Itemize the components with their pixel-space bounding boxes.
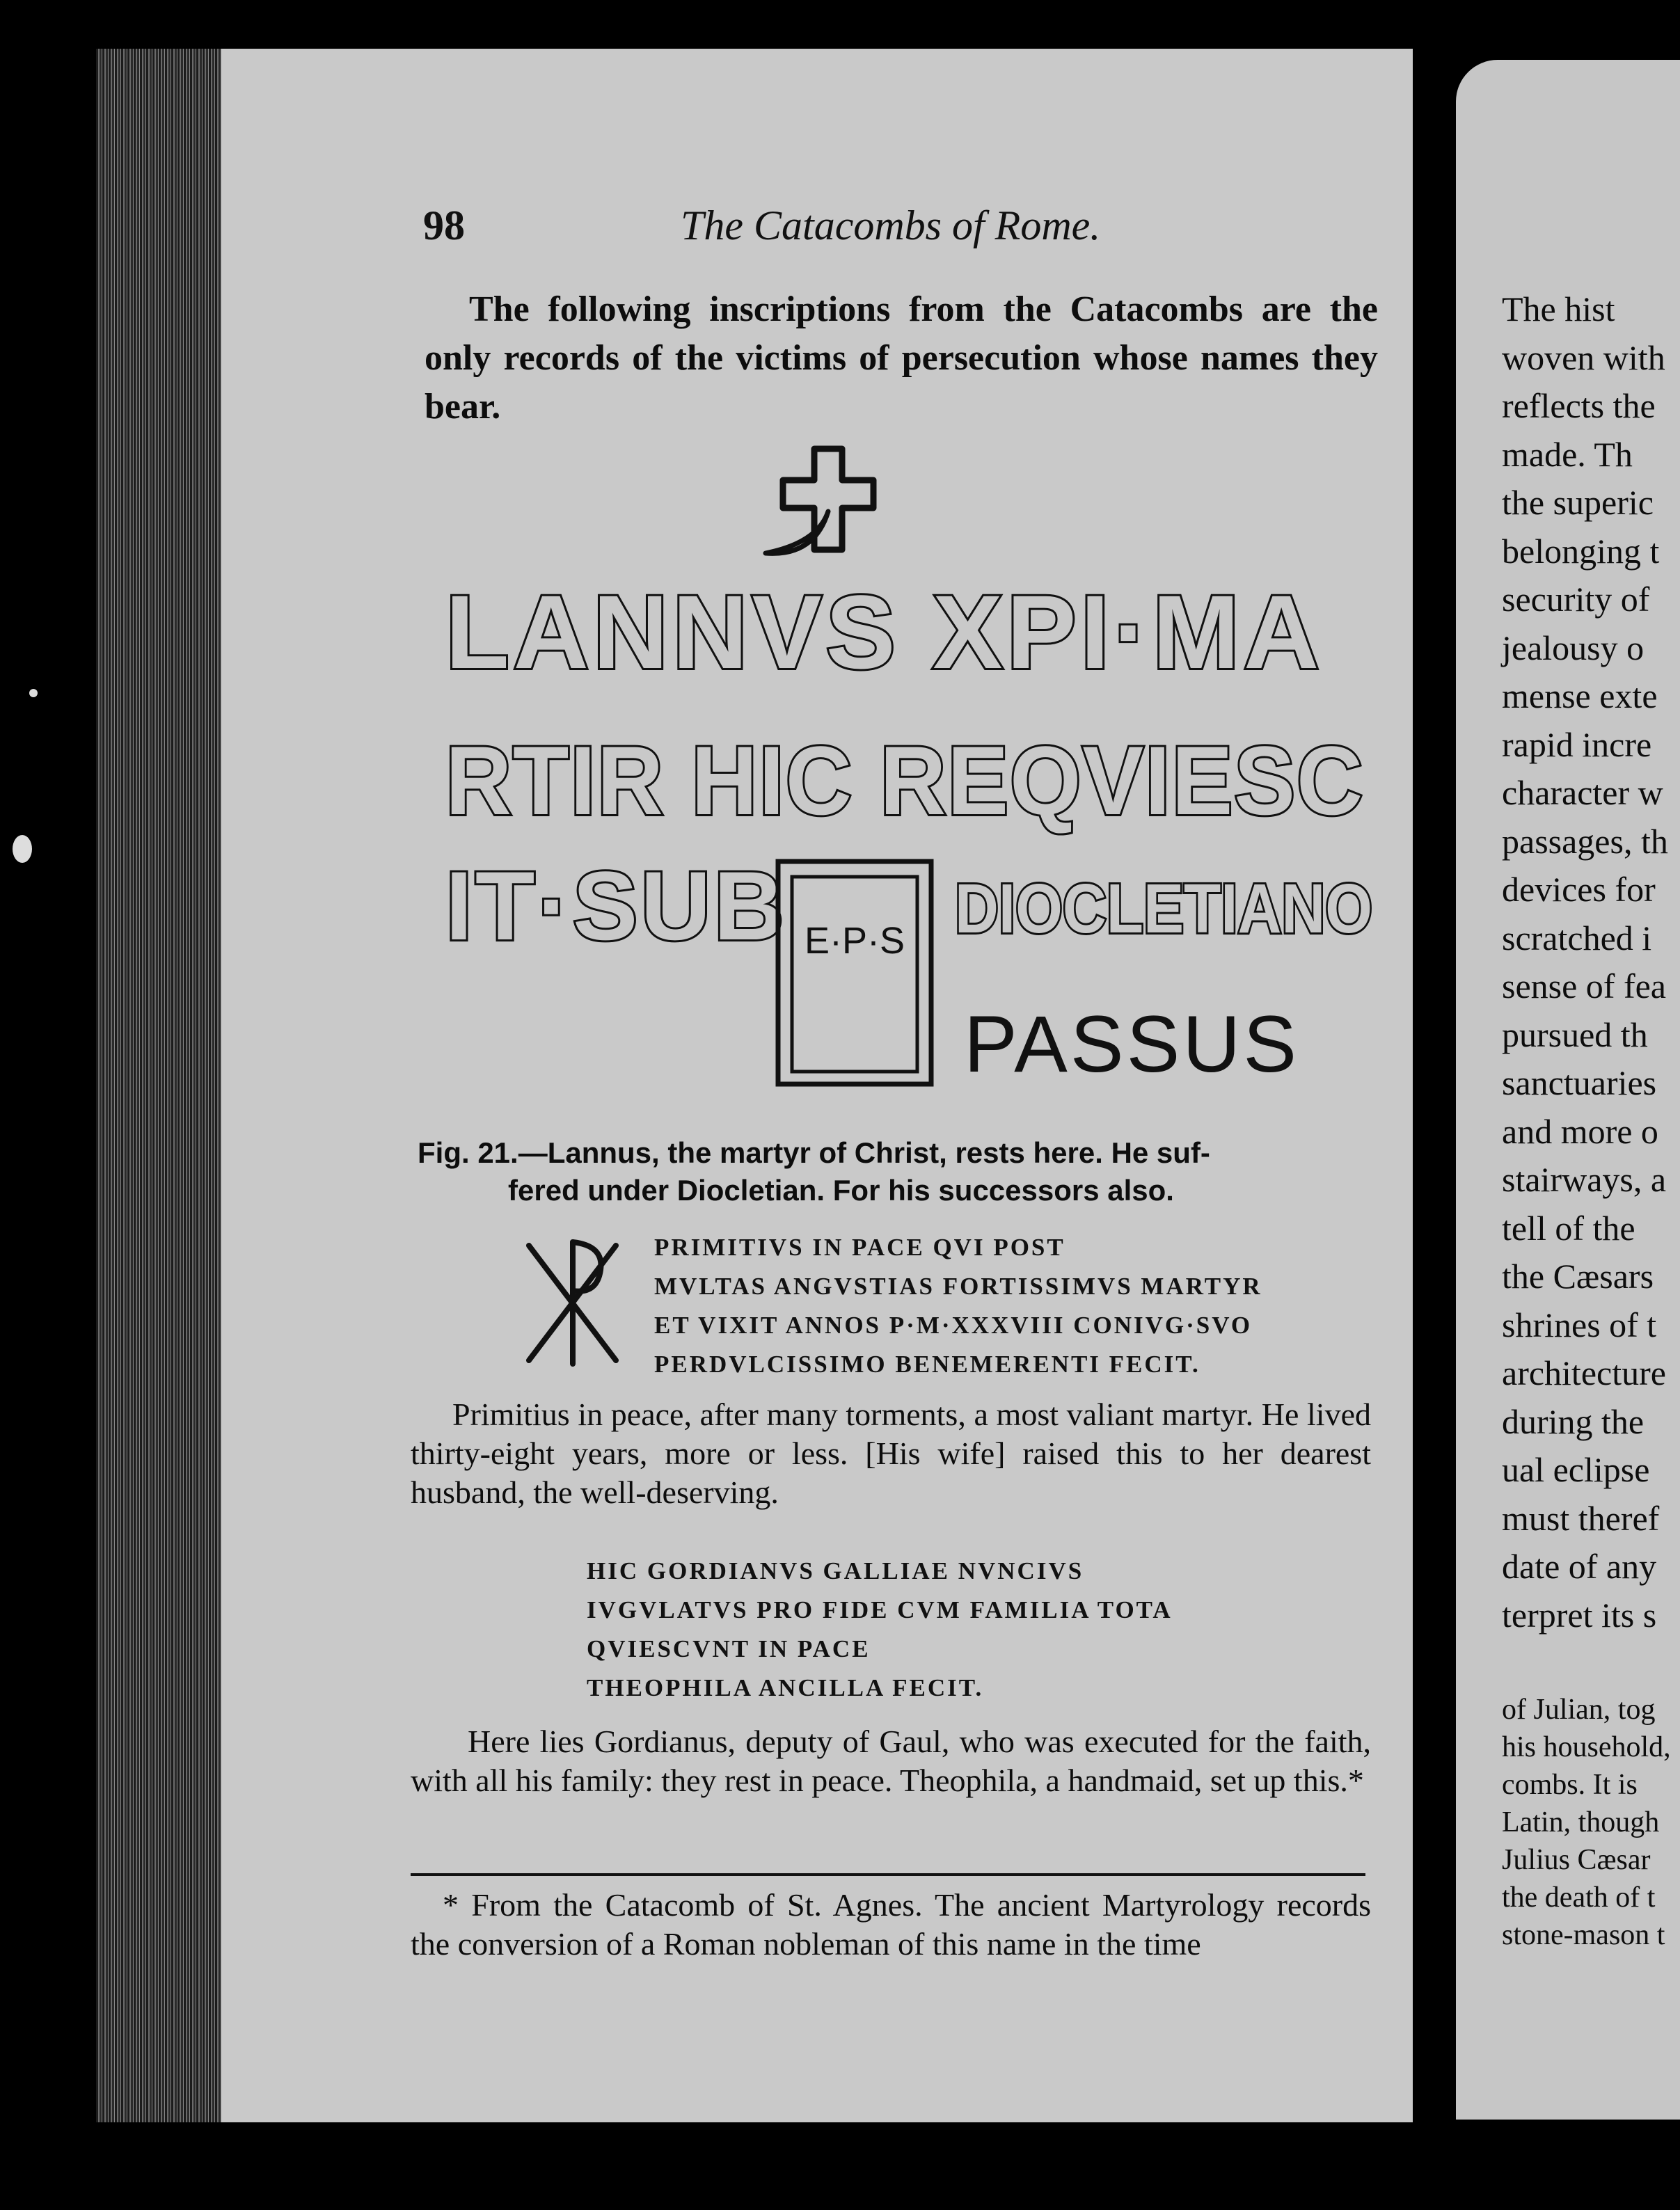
right-page-line: stairways, a <box>1502 1160 1667 1199</box>
right-page-line: and more o <box>1502 1111 1658 1151</box>
lannus-inscription-figure <box>425 431 1378 1099</box>
gordianus-translation: Here lies Gordianus, deputy of Gaul, who was executed for the faith, with all his family: they rest in peace. Theophila, a handmaid, set up this.* <box>411 1724 1371 1798</box>
inscription-text-line: HIC GORDIANVS GALLIAE NVNCIVS <box>587 1557 1084 1584</box>
right-page-line: devices for <box>1502 870 1656 909</box>
right-page-line: stone-mason t <box>1502 1919 1665 1951</box>
right-page-line: character w <box>1502 773 1663 812</box>
inscription-line: PASSUS <box>964 1000 1300 1089</box>
dust-speck <box>29 689 38 697</box>
running-title: The Catacombs of Rome. <box>681 202 1101 248</box>
right-page-line: his household, <box>1502 1731 1671 1763</box>
right-page-line: scratched i <box>1502 918 1652 957</box>
primitius-translation: Primitius in peace, after many torments, a most valiant martyr. He lived thirty-eight years, more or less. [His wife] raised this to her dearest husband, the well-deserving. <box>411 1397 1371 1510</box>
inscription-text-line: PERDVLCISSIMO BENEMERENTI FECIT. <box>654 1351 1200 1378</box>
running-head <box>423 202 1377 257</box>
right-page-line: tell of the <box>1502 1208 1635 1248</box>
right-page-line: sense of fea <box>1502 967 1666 1005</box>
right-page-line: reflects the <box>1502 386 1656 425</box>
footnote-rule <box>411 1873 1365 1876</box>
right-page-line: the death of t <box>1502 1882 1656 1914</box>
inscription-text-line: PRIMITIVS IN PACE QVI POST <box>654 1234 1065 1261</box>
right-page-line: Julius Cæsar <box>1502 1844 1651 1876</box>
caption-line: Fig. 21.—Lannus, the martyr of Christ, rests here. He suf- <box>418 1136 1210 1169</box>
right-page-line: security of <box>1502 580 1650 619</box>
right-page-line: pursued th <box>1502 1015 1648 1054</box>
right-page-line: woven with <box>1502 337 1665 377</box>
right-page-line: rapid incre <box>1502 724 1652 764</box>
right-page-footnote <box>1502 1691 1671 1954</box>
cross-icon <box>783 449 873 550</box>
right-page-line: of Julian, tog <box>1502 1694 1656 1726</box>
right-page-line: The hist <box>1502 289 1615 328</box>
right-page-line: ual eclipse <box>1502 1450 1650 1489</box>
gordianus-inscription <box>587 1552 1352 1708</box>
right-page-line: shrines of t <box>1502 1305 1657 1344</box>
right-page-line: during the <box>1502 1401 1645 1441</box>
inscription-text-line: QVIESCVNT IN PACE <box>587 1635 871 1662</box>
book-page-edges <box>96 49 235 2122</box>
eps-panel-label: E·P·S <box>804 920 905 962</box>
inscription-line: DIOCLETIANO <box>955 870 1372 948</box>
inscription-line: IT·SUB <box>445 851 787 960</box>
right-page-line: sanctuaries <box>1502 1063 1657 1102</box>
right-page-line: must theref <box>1502 1498 1660 1538</box>
chi-rho-icon <box>518 1228 623 1367</box>
right-page-line: date of any <box>1502 1547 1657 1586</box>
footnote: * From the Catacomb of St. Agnes. The ancient Martyrology records the conversion of a Roman nobleman of this name in the time <box>411 1887 1371 1962</box>
figure-caption <box>418 1134 1371 1209</box>
right-page-text <box>1502 285 1668 1639</box>
eps-panel <box>778 861 931 1084</box>
inscription-text-line: MVLTAS ANGVSTIAS FORTISSIMVS MARTYR <box>654 1273 1262 1300</box>
inscription-line: LANNVS XPI·MA <box>445 573 1324 690</box>
caption-line: fered under Diocletian. For his successors also. <box>508 1174 1174 1207</box>
dust-speck <box>13 835 32 863</box>
right-page-line: the superic <box>1502 483 1654 522</box>
inscription-text-line: IVGVLATVS PRO FIDE CVM FAMILIA TOTA <box>587 1596 1173 1623</box>
right-page-line: architecture <box>1502 1353 1666 1392</box>
intro-paragraph: The following inscriptions from the Catacombs are the only records of the victims of persecution whose names they bear. <box>425 289 1378 427</box>
right-page-line: combs. It is <box>1502 1769 1638 1801</box>
right-page-line: terpret its s <box>1502 1595 1657 1635</box>
inscription-line: RTIR HIC REQVIESC <box>445 726 1364 835</box>
page-number: 98 <box>423 202 465 248</box>
primitius-inscription <box>654 1228 1420 1384</box>
right-page-line: Latin, though <box>1502 1806 1660 1838</box>
right-page-line: passages, th <box>1502 821 1668 861</box>
inscription-text-line: ET VIXIT ANNOS P·M·XXXVIII CONIVG·SVO <box>654 1312 1253 1339</box>
right-page-line: jealousy o <box>1502 628 1645 667</box>
right-page-line: mense exte <box>1502 676 1658 715</box>
right-page-line: belonging t <box>1502 531 1660 571</box>
inscription-text-line: THEOPHILA ANCILLA FECIT. <box>587 1674 984 1701</box>
right-page-line: made. Th <box>1502 434 1633 474</box>
right-page-line: the Cæsars <box>1502 1257 1654 1296</box>
